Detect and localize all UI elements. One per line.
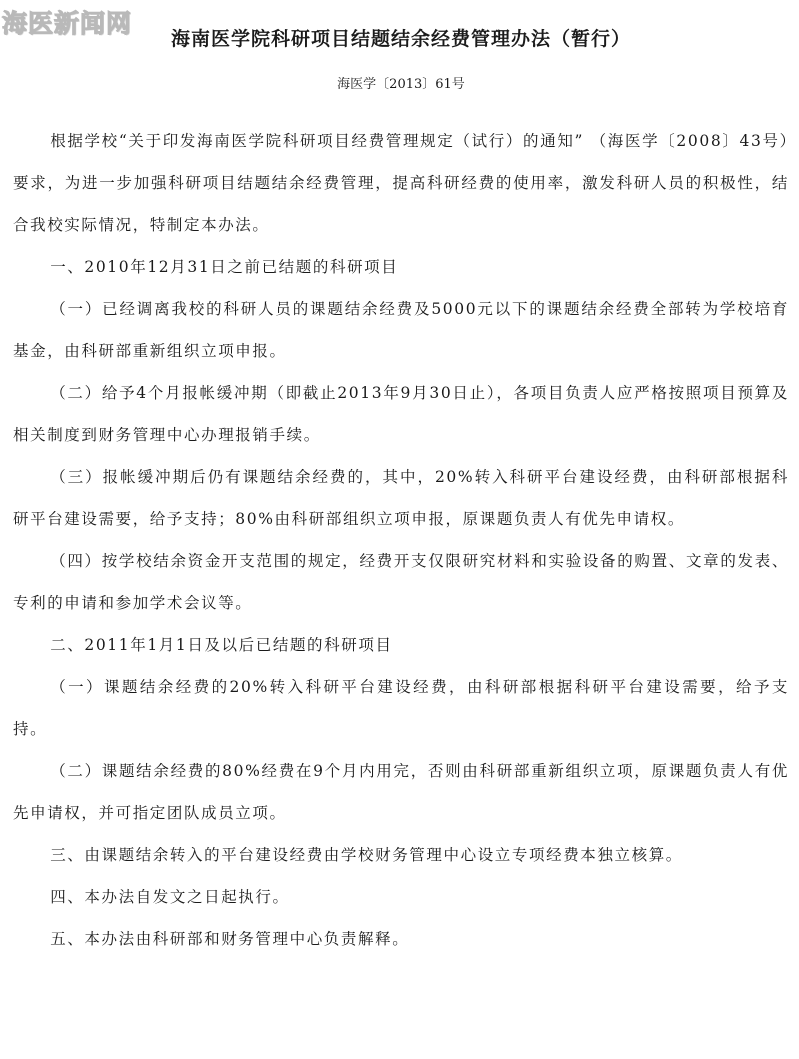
document-title: 海南医学院科研项目结题结余经费管理办法（暂行） <box>170 28 631 50</box>
document-body <box>13 120 789 960</box>
section-3: 三、由课题结余转入的平台建设经费由学校财务管理中心设立专项经费本独立核算。 <box>50 846 683 864</box>
paragraph-2-1: （一）课题结余经费的20%转入科研平台建设经费，由科研部根据科研平台建设需要，给予支持。 <box>13 678 789 738</box>
paragraph-intro: 根据学校“关于印发海南医学院科研项目经费管理规定（试行）的通知” （海医学〔2008〕43号）要求，为进一步加强科研项目结题结余经费管理，提高科研经费的使用率，激发科研人员的积极性，结合我校实际情况，特制定本办法。 <box>13 132 789 234</box>
site-watermark: 海医新闻网 <box>2 9 133 38</box>
section-heading-2: 二、2011年1月1日及以后已结题的科研项目 <box>50 636 393 654</box>
paragraph-1-2: （二）给予4个月报帐缓冲期（即截止2013年9月30日止），各项目负责人应严格按照项目预算及相关制度到财务管理中心办理报销手续。 <box>13 384 789 444</box>
paragraph-1-1: （一）已经调离我校的科研人员的课题结余经费及5000元以下的课题结余经费全部转为学校培育基金，由科研部重新组织立项申报。 <box>13 300 789 360</box>
paragraph-1-3: （三）报帐缓冲期后仍有课题结余经费的，其中，20%转入科研平台建设经费，由科研部根据科研平台建设需要，给予支持；80%由科研部组织立项申报，原课题负责人有优先申请权。 <box>13 468 789 528</box>
document <box>13 0 789 960</box>
section-heading-1: 一、2010年12月31日之前已结题的科研项目 <box>50 258 399 276</box>
section-5: 五、本办法由科研部和财务管理中心负责解释。 <box>50 930 410 948</box>
paragraph-2-2: （二）课题结余经费的80%经费在9个月内用完，否则由科研部重新组织立项，原课题负责人有优先申请权，并可指定团队成员立项。 <box>13 762 789 822</box>
paragraph-1-4: （四）按学校结余资金开支范围的规定，经费开支仅限研究材料和实验设备的购置、文章的发表、专利的申请和参加学术会议等。 <box>13 552 789 612</box>
document-number: 海医学〔2013〕61号 <box>337 77 465 92</box>
section-4: 四、本办法自发文之日起执行。 <box>50 888 290 906</box>
